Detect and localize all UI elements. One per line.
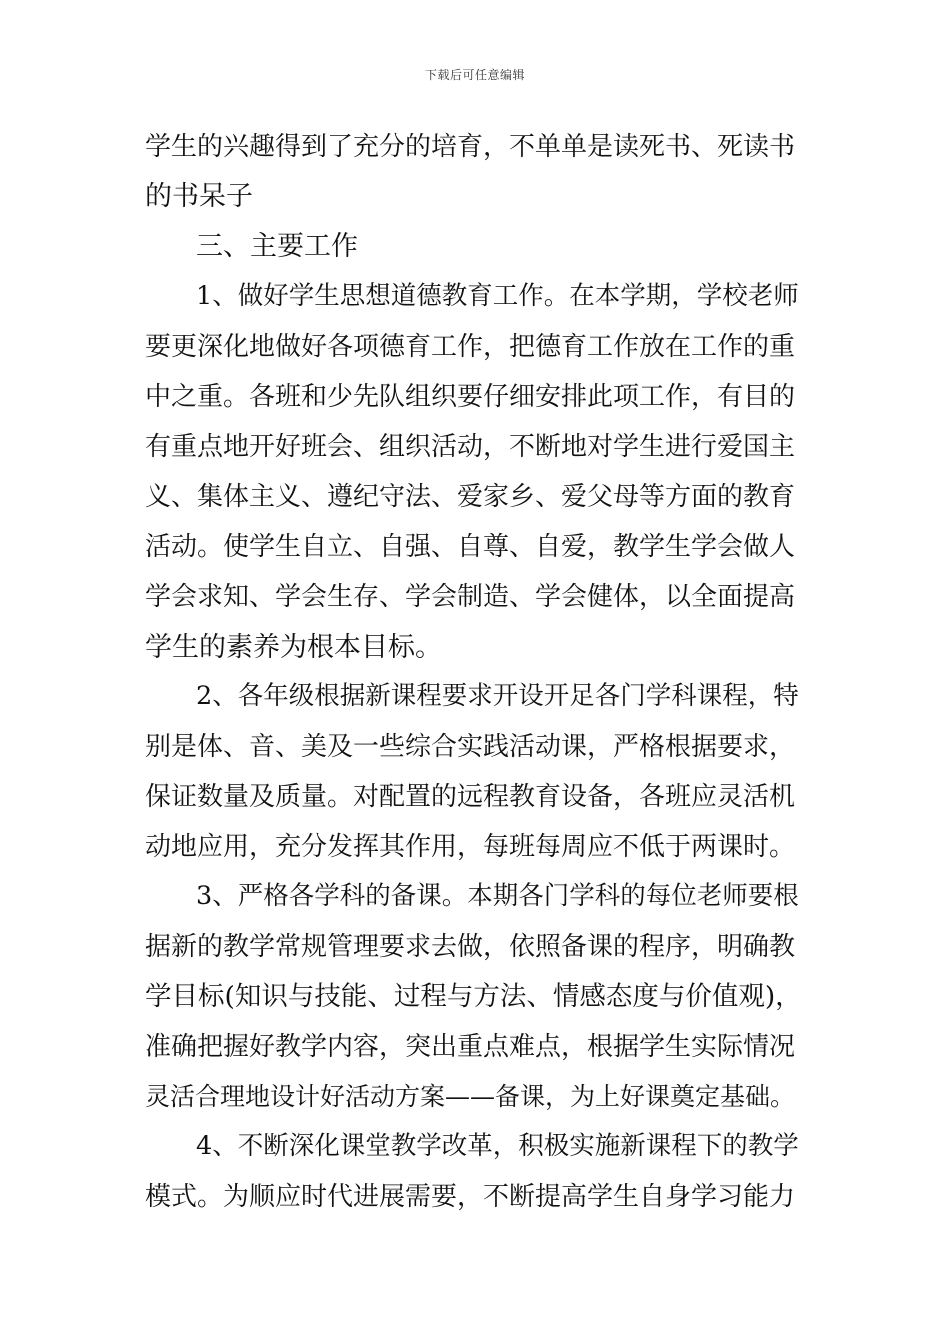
body-line: 有重点地开好班会、组织活动，不断地对学生进行爱国主: [145, 432, 796, 462]
body-line: 动地应用，充分发挥其作用，每班每周应不低于两课时。: [145, 832, 796, 862]
body-line: 1、做好学生思想道德教育工作。在本学期，学校老师: [196, 281, 799, 311]
body-line: 学会求知、学会生存、学会制造、学会健体，以全面提高: [145, 582, 796, 612]
body-line: 准确把握好教学内容，突出重点难点，根据学生实际情况: [145, 1032, 796, 1062]
body-line: 学目标(知识与技能、过程与方法、情感态度与价值观)，: [145, 981, 802, 1012]
body-line: 活动。使学生自立、自强、自尊、自爱，教学生学会做人: [145, 532, 796, 562]
body-line: 义、集体主义、遵纪守法、爱家乡、爱父母等方面的教育: [145, 482, 796, 512]
body-line: 中之重。各班和少先队组织要仔细安排此项工作，有目的: [145, 382, 796, 412]
body-line: 要更深化地做好各项德育工作，把德育工作放在工作的重: [145, 332, 796, 362]
body-line: 保证数量及质量。对配置的远程教育设备，各班应灵活机: [145, 782, 796, 812]
body-line: 的书呆子: [145, 181, 253, 212]
body-line: 学生的兴趣得到了充分的培育，不单单是读死书、死读书: [145, 132, 796, 162]
body-line: 别是体、音、美及一些综合实践活动课，严格根据要求，: [145, 732, 796, 762]
body-line: 学生的素养为根本目标。: [145, 632, 442, 663]
body-line: 据新的教学常规管理要求去做，依照备课的程序，明确教: [145, 932, 796, 962]
body-line: 2、各年级根据新课程要求开设开足各门学科课程，特: [196, 681, 799, 711]
page-header: 下载后可任意编辑: [424, 68, 525, 82]
section-heading: 三、主要工作: [196, 231, 358, 262]
body-line: 4、不断深化课堂教学改革，积极实施新课程下的教学: [196, 1131, 799, 1161]
body-line: 3、严格各学科的备课。本期各门学科的每位老师要根: [196, 881, 799, 911]
body-line: 模式。为顺应时代进展需要，不断提高学生自身学习能力: [145, 1182, 796, 1212]
body-line: 灵活合理地设计好活动方案——备课，为上好课奠定基础。: [145, 1082, 796, 1111]
